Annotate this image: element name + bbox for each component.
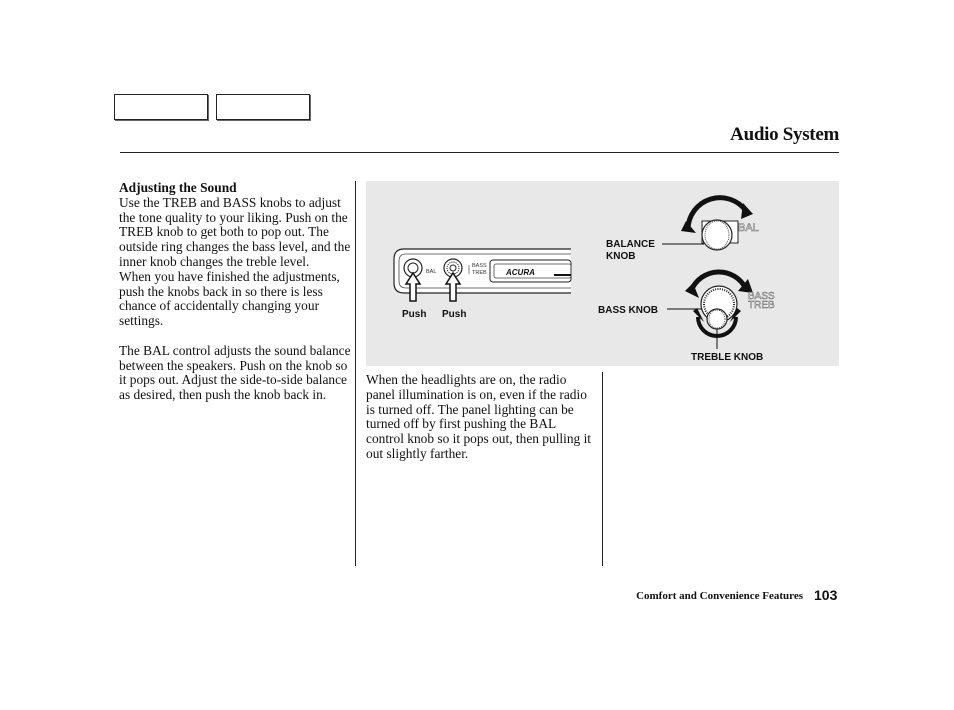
balance-knob-label-2: KNOB xyxy=(606,251,636,262)
paragraph-adjustments: When you have finished the adjustments, push the knobs back in so there is less chance of accidentally changing your settings. xyxy=(119,268,340,329)
nav-button-previous[interactable] xyxy=(114,94,208,120)
treble-knob-label: TREBLE KNOB xyxy=(691,352,764,363)
column-divider-right xyxy=(602,372,603,566)
column-middle xyxy=(366,373,596,462)
bass-treble-knob-drawing xyxy=(667,272,775,349)
paragraph-balance: The BAL control adjusts the sound balance between the speakers. Push on the knob so it pops out. Adjust the side-to-side balance as desired, then push the knob back in. xyxy=(119,342,351,403)
section-heading: Adjusting the Sound xyxy=(119,180,237,195)
panel-bass-label: BASS xyxy=(472,263,487,269)
panel-bal-label: BAL xyxy=(426,269,437,275)
push-label-right: Push xyxy=(442,309,467,320)
balance-knob-drawing xyxy=(662,198,759,250)
page-number: 103 xyxy=(814,587,838,603)
column-divider-left xyxy=(355,181,356,566)
paragraph-tone: Use the TREB and BASS knobs to adjust the tone quality to your liking. Push on the TREB knob to get both to pop out. The outside ring changes the bass level, and the inner knob changes the treble level. xyxy=(119,194,351,269)
radio-panel xyxy=(394,249,571,293)
title-rule xyxy=(120,152,839,153)
balance-knob-label-1: BALANCE xyxy=(606,239,655,250)
panel-brand-label: ACURA xyxy=(506,268,535,277)
bass-knob-label: BASS KNOB xyxy=(598,305,659,316)
paragraph-illumination: When the headlights are on, the radio panel illumination is on, even if the radio is turned off. The panel lighting can be turned off by first pushing the BAL control knob so it pops out, then pulling it out slightly farther. xyxy=(366,372,592,461)
page-title: Audio System xyxy=(730,124,839,145)
nav-button-next[interactable] xyxy=(216,94,310,120)
footer-section-title: Comfort and Convenience Features xyxy=(636,590,803,602)
push-label-left: Push xyxy=(402,309,427,320)
column-left xyxy=(119,181,351,403)
panel-treb-label: TREB xyxy=(472,270,487,276)
radio-illustration xyxy=(366,181,839,366)
dial-bal-label: BAL xyxy=(738,222,759,234)
dial-treb-label: TREB xyxy=(748,300,775,311)
dial-bass-label: BASS xyxy=(748,291,775,302)
